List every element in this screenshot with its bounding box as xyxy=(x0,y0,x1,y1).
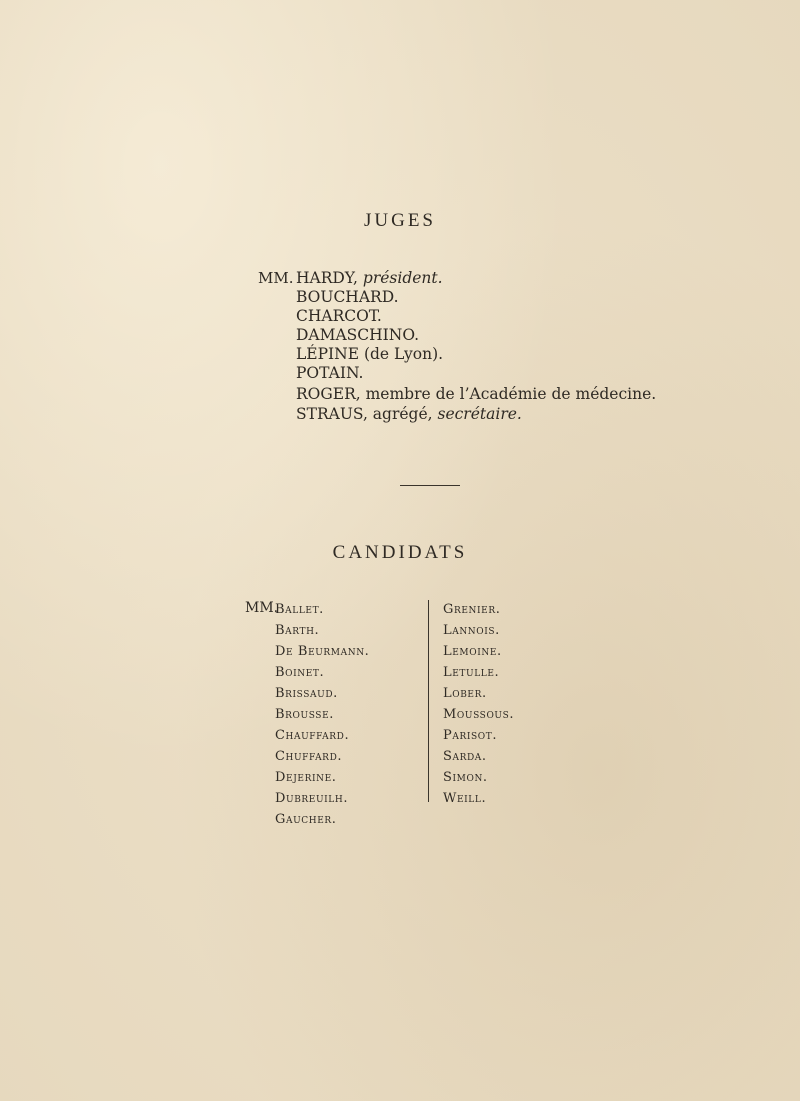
judge-name: BOUCHARD. xyxy=(296,288,399,306)
judge-name: ROGER, membre de l’Académie de médecine. xyxy=(296,385,657,403)
juges-prefix: MM. xyxy=(258,269,294,287)
candidate-name: Barth. xyxy=(275,623,320,638)
candidate-name: De Beurmann. xyxy=(275,644,370,659)
candidats-heading: CANDIDATS xyxy=(332,542,468,563)
judge-name: STRAUS, agrégé, xyxy=(296,405,438,423)
candidate-name: Chuffard. xyxy=(275,749,343,764)
column-divider xyxy=(428,600,429,802)
candidate-name: Letulle. xyxy=(443,665,500,680)
judge-item xyxy=(296,364,363,383)
judge-role: secrétaire. xyxy=(437,405,522,423)
candidate-name: Lober. xyxy=(443,686,487,701)
judge-role: président. xyxy=(362,269,443,287)
candidate-name: Boinet. xyxy=(275,665,325,680)
candidate-name: Brissaud. xyxy=(275,686,338,701)
candidate-name: Dejerine. xyxy=(275,770,337,785)
candidate-name: Parisot. xyxy=(443,728,498,743)
judge-item xyxy=(296,326,419,345)
judge-item xyxy=(296,307,382,326)
judge-item xyxy=(296,288,399,307)
judge-name: POTAIN. xyxy=(296,364,364,382)
judge-name: DAMASCHINO. xyxy=(296,326,420,344)
candidate-name: Ballet. xyxy=(275,602,324,617)
judge-item: HARDY, président. xyxy=(296,269,443,287)
candidate-name: Brousse. xyxy=(275,707,334,722)
candidate-name: Lemoine. xyxy=(443,644,502,659)
candidate-name: Sarda. xyxy=(443,749,487,764)
candidate-name: Gaucher. xyxy=(275,812,337,827)
candidats-prefix: MM. xyxy=(245,600,279,616)
judge-name: HARDY xyxy=(296,269,354,287)
juges-heading: JUGES xyxy=(363,210,436,231)
judge-item xyxy=(296,385,656,404)
judge-name: LÉPINE (de Lyon). xyxy=(296,345,444,363)
candidate-name: Grenier. xyxy=(443,602,501,617)
candidate-name: Weill. xyxy=(443,791,487,806)
candidate-name: Dubreuilh. xyxy=(275,791,349,806)
judge-name: CHARCOT. xyxy=(296,307,382,325)
candidate-name: Chauffard. xyxy=(275,728,350,743)
candidate-name: Simon. xyxy=(443,770,488,785)
candidate-name: Moussous. xyxy=(443,707,515,722)
judge-item xyxy=(296,405,522,424)
judge-item xyxy=(296,345,443,364)
candidate-name: Lannois. xyxy=(443,623,500,638)
section-divider xyxy=(400,485,460,486)
